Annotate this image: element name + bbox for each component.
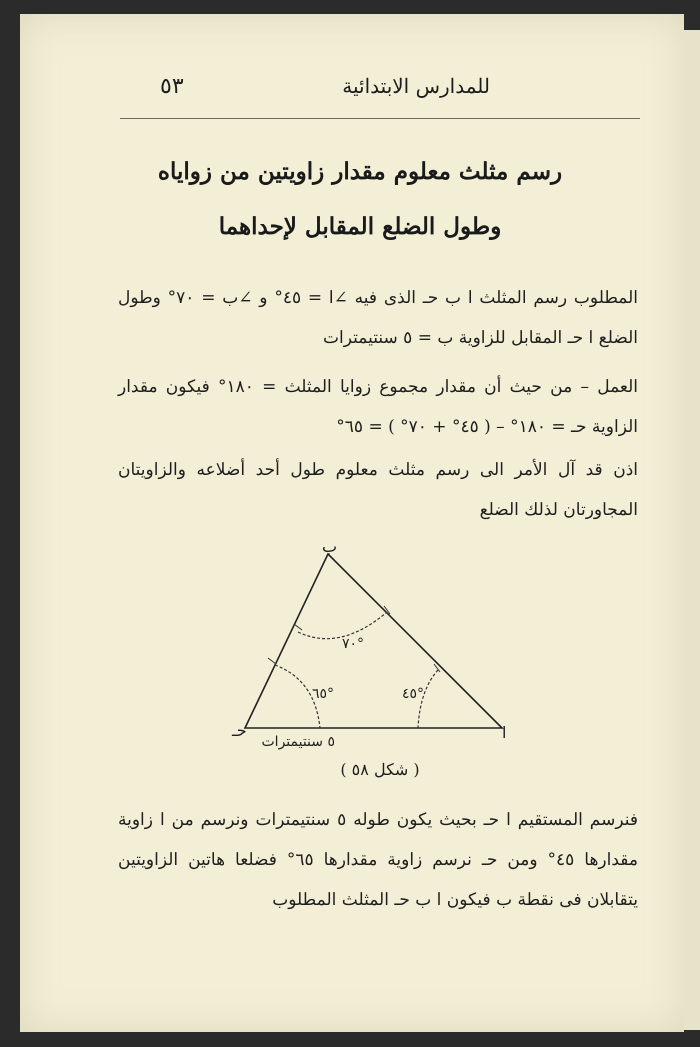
paragraph-work: العمل – من حيث أن مقدار مجموع زوايا المثلث = ١٨٠° فيكون مقدار الزاوية حـ = ١٨٠° – ( ٤٥° + ٧٠° ) = ٦٥° [118,377,638,437]
vertex-label-right: ا [502,723,507,742]
page-edge [684,30,700,1030]
tick-mark [268,658,276,664]
angle-label-right: ٤٥° [402,686,425,702]
vertex-label-top: ب [322,540,338,556]
vertex-label-left: حـ [232,721,247,740]
paragraph-given: المطلوب رسم المثلث ا ب حـ الذى فيه ∠ا = ٤٥° و ∠ب = ٧٠° وطول الضلع ا حـ المقابل للزاوية ب = ٥ سنتيمترات [118,288,638,348]
paragraph-reduction: اذن قد آل الأمر الى رسم مثلث معلوم طول أحد أضلاعه والزاويتان المجاورتان لذلك الضلع [118,460,638,520]
tick-mark [294,624,302,630]
running-title: للمدارس الابتدائية [342,74,490,98]
page-number: ٥٣ [160,74,184,99]
base-length-label: ٥ سنتيمترات [261,734,335,750]
angle-arc-top [298,612,387,639]
angle-label-top: ٧٠° [342,636,365,652]
triangle-outline [245,554,502,728]
paragraph-construction: فنرسم المستقيم ا حـ بحيث يكون طوله ٥ سنتيمترات ونرسم من ا زاوية مقدارها ٤٥° ومن حـ نرسم زاوية مقدارها ٦٥° فضلعا هاتين الزاويتين يتقابلان فى نقطة ب فيكون ا ب حـ المثلث المطلوب [118,810,638,910]
triangle-figure [230,540,520,770]
page-header [120,60,640,119]
figure-caption: ( شكل ٥٨ ) [340,760,420,779]
section-title-line1: رسم مثلث معلوم مقدار زاويتين من زواياه [157,158,563,185]
section-title-line2: وطول الضلع المقابل لإحداهما [218,213,502,240]
angle-label-left: ٦٥° [312,686,335,702]
